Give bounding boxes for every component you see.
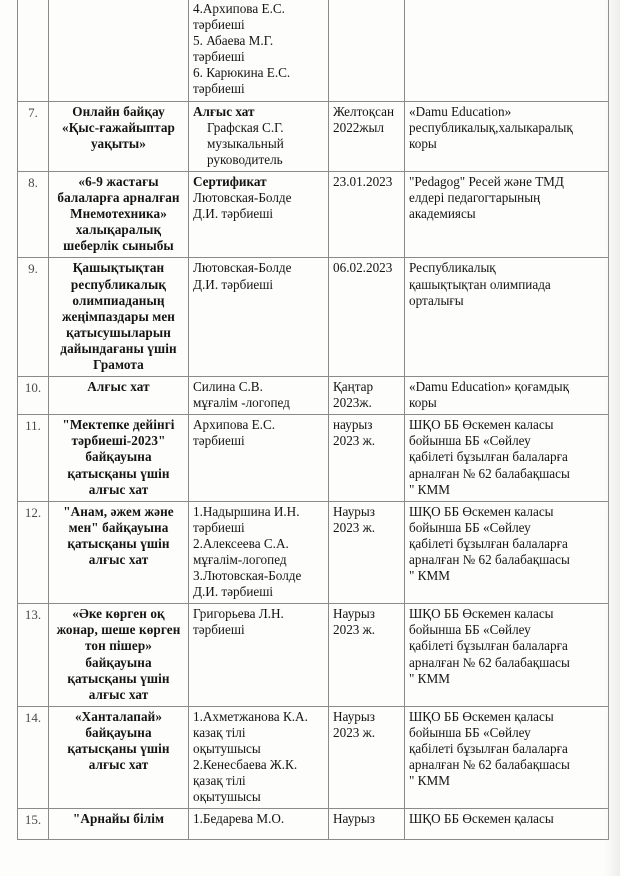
document-type-label: Алғыс хат [193, 103, 255, 119]
organizer-line: бойынша ББ «Сөйлеу [409, 622, 531, 638]
award-title: "Анам, әжем және мен" байқауына қатысқаны үшін алғыс хат [49, 501, 189, 604]
organizer-cell [405, 604, 609, 707]
participant-line: тәрбиешi [193, 17, 245, 33]
participant-line: қазақ тілі [193, 773, 246, 789]
participant-line: Лютовская-Болде [193, 190, 292, 206]
participant-line: тәрбиешi [193, 433, 245, 449]
award-title: «6-9 жастағы балаларға арналған Мнемотехника» халықаралық шеберлік сыныбы [49, 171, 189, 257]
participant-line: Архипова Е.С. [193, 417, 276, 433]
award-date: Наурыз 2023 ж. [329, 501, 405, 604]
table-row [18, 377, 609, 415]
organizer-line: академиясы [409, 206, 476, 222]
award-date: 06.02.2023 [329, 258, 405, 377]
award-date: 23.01.2023 [329, 171, 405, 257]
organizer-line: коры [409, 135, 437, 151]
participants-cell [189, 706, 329, 809]
organizer-line: коры [409, 395, 437, 411]
participant-line: оқытушысы [193, 789, 261, 805]
table-row [18, 0, 609, 101]
organizer-cell [405, 706, 609, 809]
organizer-line: " КММ [409, 773, 450, 789]
organizer-cell [405, 377, 609, 415]
participants-cell [189, 0, 329, 101]
row-number: 9. [18, 258, 49, 377]
participants-cell [189, 501, 329, 604]
participant-line: 3.Лютовская-Болде [193, 568, 302, 584]
organizer-line: қабілеті бұзылған балаларға [409, 638, 568, 654]
organizer-line: республикалық,халыкаралық [409, 119, 573, 135]
organizer-line: арналған № 62 балабақшасы [409, 654, 570, 670]
table-row [18, 101, 609, 171]
award-date: Қаңтар 2023ж. [329, 377, 405, 415]
organizer-cell [405, 101, 609, 171]
participant-line: музыкальный [207, 135, 284, 151]
row-number: 11. [18, 415, 49, 501]
table-row [18, 809, 609, 840]
participant-line: казақ тілі [193, 724, 246, 740]
participant-line: тәрбиешi [193, 622, 245, 638]
award-title: Алғыс хат [49, 377, 189, 415]
award-date: Желтоқсан 2022жыл [329, 101, 405, 171]
organizer-line: " КММ [409, 481, 450, 497]
row-number: 15. [18, 809, 49, 840]
participant-line: мұғалім-логопед [193, 552, 287, 567]
participants-cell [189, 415, 329, 501]
table-row [18, 171, 609, 257]
organizer-cell [405, 0, 609, 101]
organizer-line: қабілеті бұзылған балаларға [409, 535, 568, 551]
organizer-line: "Pedagog" Ресей және ТМД [409, 173, 564, 189]
organizer-line: қабілеті бұзылған балаларға [409, 449, 568, 465]
table-row [18, 604, 609, 707]
award-title [49, 0, 189, 101]
row-number: 8. [18, 171, 49, 257]
participants-cell [189, 604, 329, 707]
award-date: наурыз 2023 ж. [329, 415, 405, 501]
organizer-line: ШҚО ББ Өскемен қаласы [409, 811, 554, 827]
organizer-line: " КММ [409, 568, 450, 584]
participants-cell [189, 809, 329, 840]
participant-line: мұғалім -логопед [193, 395, 290, 411]
table-row [18, 706, 609, 809]
award-title: «Ханталапай» байқауына қатысқаны үшін алғыс хат [49, 706, 189, 809]
organizer-line: Республикалық [409, 260, 496, 276]
organizer-cell [405, 809, 609, 840]
participant-line: 1.Надыршина И.Н. [193, 503, 300, 519]
organizer-cell [405, 415, 609, 501]
award-date [329, 0, 405, 101]
organizer-line: арналған № 62 балабақшасы [409, 552, 570, 567]
participant-line: Д.И. тәрбиешi [193, 584, 274, 600]
organizer-line: арналған № 62 балабақшасы [409, 465, 570, 481]
organizer-cell [405, 258, 609, 377]
organizer-line: арналған № 62 балабақшасы [409, 757, 570, 773]
award-title: "Арнайы білім [49, 809, 189, 840]
participant-line: оқытушысы [193, 741, 261, 757]
participant-line: 1.Бедарева М.О. [193, 811, 285, 827]
organizer-line: ШҚО ББ Өскемен қаласы [409, 708, 554, 724]
participant-line: 5. Абаева М.Г. [193, 33, 274, 49]
organizer-cell [405, 171, 609, 257]
row-number: 13. [18, 604, 49, 707]
participant-line: руководитель [207, 151, 283, 167]
organizer-line: елдері педагогтарының [409, 190, 541, 206]
table-row [18, 258, 609, 377]
award-title: Қашықтықтан республикалық олимпиаданың жеңімпаздары мен қатысушыларын дайындағаны үшін Грамота [49, 258, 189, 377]
award-date: Наурыз 2023 ж. [329, 706, 405, 809]
organizer-line: «Damu Education» [409, 103, 512, 119]
participant-line: Лютовская-Болде [193, 260, 292, 276]
award-date: Наурыз 2023 ж. [329, 604, 405, 707]
organizer-line: қабілеті бұзылған балаларға [409, 741, 568, 757]
participants-cell [189, 258, 329, 377]
participant-line: 1.Ахметжанова К.А. [193, 708, 308, 724]
organizer-line: " КММ [409, 670, 450, 686]
participants-cell [189, 101, 329, 171]
achievements-table [17, 0, 609, 840]
row-number: 14. [18, 706, 49, 809]
participant-line: 4.Архипова Е.С. [193, 1, 285, 16]
organizer-cell [405, 501, 609, 604]
participant-line: тәрбиешi [193, 519, 245, 535]
organizer-line: «Damu Education» қоғамдық [409, 379, 570, 395]
participants-cell [189, 377, 329, 415]
organizer-line: қашықтықтан олимпиада [409, 276, 551, 292]
participant-line: тәрбиешi [193, 81, 245, 97]
row-number [18, 0, 49, 101]
organizer-line: орталығы [409, 292, 464, 308]
row-number: 7. [18, 101, 49, 171]
organizer-line: ШҚО ББ Өскемен каласы [409, 606, 554, 622]
participant-line: тәрбиешi [193, 49, 245, 65]
row-number: 12. [18, 501, 49, 604]
participant-line: Силина С.В. [193, 379, 263, 395]
table-row [18, 415, 609, 501]
table-body [18, 0, 609, 840]
award-title: "Мектепке дейінгі тәрбиеші-2023" байқауына қатысқаны үшін алғыс хат [49, 415, 189, 501]
award-date: Наурыз [329, 809, 405, 840]
organizer-line: бойынша ББ «Сөйлеу [409, 433, 531, 449]
organizer-line: ШҚО ББ Өскемен каласы [409, 417, 554, 433]
organizer-line: ШҚО ББ Өскемен каласы [409, 503, 554, 519]
participant-line: 6. Карюкина Е.С. [193, 65, 291, 81]
award-title: Онлайн байқау «Қыс-ғажайыптар уақыты» [49, 101, 189, 171]
participant-line: 2.Кенесбаева Ж.К. [193, 757, 298, 773]
organizer-line: бойынша ББ «Сөйлеу [409, 519, 531, 535]
participant-line: Григорьева Л.Н. [193, 606, 284, 622]
participant-line: 2.Алексеева С.А. [193, 535, 289, 551]
participant-line: Д.И. тәрбиешi [193, 276, 274, 292]
table-row [18, 501, 609, 604]
row-number: 10. [18, 377, 49, 415]
participant-line: Д.И. тәрбиешi [193, 206, 274, 222]
document-type-label: Сертификат [193, 173, 267, 189]
participants-cell [189, 171, 329, 257]
award-title: «Әке көрген оқ жонар, шеше көрген тон пішер» байқауына қатысқаны үшін алғыс хат [49, 604, 189, 707]
organizer-line: бойынша ББ «Сөйлеу [409, 724, 531, 740]
participant-line: Графская С.Г. [207, 119, 284, 135]
